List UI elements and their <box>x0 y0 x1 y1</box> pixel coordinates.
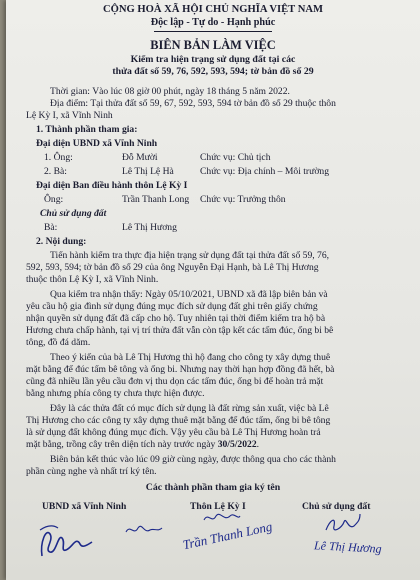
paragraph-line: Đây là các thửa đất có mục đích sử dụng là đất rừng sản xuất, việc bà Lê <box>50 403 329 414</box>
paragraph-line: Theo ý kiến của bà Lê Thị Hương thì hộ đang cho công ty xây dựng thuê <box>50 352 331 363</box>
signature-owner-image <box>322 510 362 538</box>
participant-role: Chức vụ: Trưởng thôn <box>200 194 286 205</box>
document-page <box>6 0 420 580</box>
signature-col-commune: UBND xã Vĩnh Ninh <box>42 501 127 512</box>
meeting-place-line2: Lệ Kỳ I, xã Vĩnh Ninh <box>26 110 113 121</box>
group2-heading: Đại diện Ban điều hành thôn Lệ Kỳ I <box>36 180 188 191</box>
participant-name: Lê Thị Lệ Hà <box>122 166 174 177</box>
participant-index: Ông: <box>44 194 64 205</box>
paragraph-line: 592, 593, 594; tờ bản đồ số 29 của ông Nguyễn Đại Hạnh, bà Lê Thị Hương <box>26 262 319 273</box>
signature-secretary-image <box>124 520 164 540</box>
participant-index: 1. Ông: <box>44 152 73 163</box>
document-subtitle-line2: thửa đất số 59, 76, 592, 593, 594; tờ bản đồ số 29 <box>112 66 314 77</box>
signature-village-name: Trần Thanh Long <box>181 518 274 553</box>
meeting-time: Thời gian: Vào lúc 08 giờ 00 phút, ngày 18 tháng 5 năm 2022. <box>50 86 290 97</box>
paragraph-line: nhận quyền sử dụng đất đã cấp cho hộ. Tuy nhiên tại thời điểm kiểm tra hộ bà <box>26 313 326 324</box>
section2-heading: 2. Nội dung: <box>36 236 87 247</box>
signature-col-owner: Chủ sử dụng đất <box>302 501 371 512</box>
signatures-heading: Các thành phần tham gia ký tên <box>145 482 281 493</box>
participant-name: Lê Thị Hương <box>122 222 177 233</box>
paragraph-line: cũng đã nhiều lần yêu cầu đơn vị thu dọn các tấm đúc, ống bi để hoàn trả mặt <box>26 376 324 387</box>
section1-heading: 1. Thành phần tham gia: <box>36 124 138 135</box>
paragraph-line: phần cùng nghe và nhất trí ký tên. <box>26 466 157 477</box>
paragraph-last-line <box>26 439 259 451</box>
paragraph-end: . <box>256 439 260 450</box>
motto-underline <box>154 31 272 32</box>
paragraph-line: Qua kiểm tra nhận thấy: Ngày 05/10/2021, UBND xã đã lập biên bản và <box>50 289 328 300</box>
paragraph-line: bằng nhưng phía công ty chưa thực hiện được. <box>26 388 205 399</box>
participant-role: Chức vụ: Địa chính – Môi trường <box>200 166 329 177</box>
participant-role: Chức vụ: Chủ tịch <box>200 152 271 163</box>
paragraph-line: mặt bằng, trồng cây trên diện tích này trước ngày <box>26 439 218 450</box>
paragraph-line: yêu cầu hộ gia đình sử dụng đúng mục đích sử dụng đất ghi trên giấy chứng <box>26 301 318 312</box>
paragraph-line: tông, đồ đá dăm. <box>26 337 91 348</box>
deadline-date: 30/5/2022 <box>217 439 257 450</box>
document-subtitle-line1: Kiểm tra hiện trạng sử dụng đất tại các <box>130 54 296 65</box>
signature-village-image <box>202 510 242 526</box>
paragraph-line: Biên bản kết thúc vào lúc 09 giờ cùng ngày, được thông qua cho các thành <box>50 454 336 465</box>
participant-index: 2. Bà: <box>44 166 67 177</box>
group1-heading: Đại diện UBND xã Vĩnh Ninh <box>36 138 158 149</box>
paragraph-line: thuộc thôn Lệ Kỳ I, xã Vĩnh Ninh. <box>26 274 159 285</box>
country-header: CỘNG HOÀ XÃ HỘI CHỦ NGHĨA VIỆT NAM <box>102 4 324 15</box>
signature-commune-image <box>36 516 96 562</box>
motto: Độc lập - Tự do - Hạnh phúc <box>150 17 276 28</box>
document-title: BIÊN BẢN LÀM VIỆC <box>150 38 276 52</box>
paragraph-line: là sử dụng đất không đúng mục đích. Vậy yêu cầu bà Lê Thị Hương hoàn trả <box>26 427 321 438</box>
paragraph-line: Hương chưa chấp hành, tại vị trí thửa đất vẫn còn tập kết các tấm đúc, ống bi bê <box>26 325 334 336</box>
paragraph-line: mặt bằng để đúc tấm bê tông và ống bi. Nhưng nay thời hạn hợp đồng đã hết, bà <box>26 364 335 375</box>
meeting-place-line1: Địa điểm: Tại thửa đất số 59, 67, 592, 593, 594 tờ bản đồ số 29 thuộc thôn <box>50 98 336 109</box>
participant-name: Đỗ Mười <box>122 152 158 163</box>
signature-owner-name: Lê Thị Hương <box>313 538 382 556</box>
participant-index: Bà: <box>44 222 58 233</box>
paragraph-line: Tiến hành kiểm tra thực địa hiện trạng sử dụng đất tại thửa đất số 59, 76, <box>50 250 330 261</box>
paragraph-line: Thị Hương cho các công ty xây dựng thuê mặt bằng để đúc tấm, ống bi bê tông <box>26 415 331 426</box>
group3-heading: Chủ sử dụng đất <box>40 208 107 219</box>
signature-col-village: Thôn Lệ Kỳ I <box>190 501 246 512</box>
participant-name: Trần Thanh Long <box>122 194 190 205</box>
